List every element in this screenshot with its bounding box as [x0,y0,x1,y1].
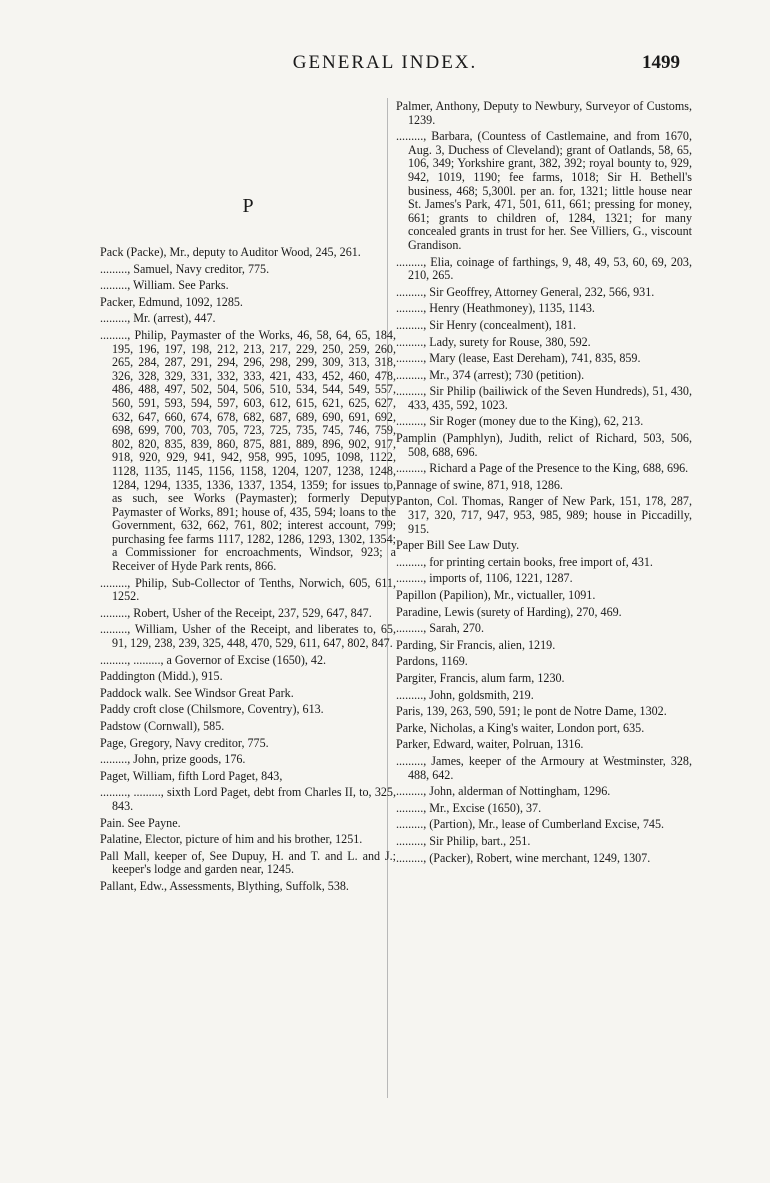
index-entry: ........., Sarah, 270. [396,621,485,636]
index-entry: Palatine, Elector, picture of him and his brother, 1251. [100,832,363,847]
index-entry: Page, Gregory, Navy creditor, 775. [100,735,269,750]
page-number: 1499 [642,52,680,73]
index-entry: ........., William, Usher of the Receipt, and liberates to, 65, 91, 129, 238, 239, 325, 448, 470, 529, 611, 647, 802, 847. [100,622,396,651]
index-entry: ........., Philip, Paymaster of the Works, 46, 58, 64, 65, 184, 195, 196, 197, 198, 212, 213, 217, 229, 250, 259, 260, 265, 284, 287, 291, 294, 296, 298, 299, 309, 313, 318, 326, 328, 329, 331, 332, 333, 421, 433, 452, 460, 478, 486, 488, 497, 502, 504, 506, 510, 534, 544, 549, 557, 560, 591, 593, 594, 597, 603, 612, 615, 621, 625, 627, 632, 647, 660, 674, 678, 682, 687, 689, 690, 691, 692, 698, 699, 700, 703, 705, 723, 725, 735, 745, 746, 759, 802, 820, 835, 839, 860, 875, 881, 889, 896, 902, 917, 918, 920, 929, 941, 942, 958, 995, 1095, 1098, 1122, 1128, 1135, 1145, 1156, 1158, 1204, 1207, 1238, 1248, 1284, 1294, 1335, 1336, 1337, 1354, 1359; for issues to, as such, see Works (Paymaster); formerly Deputy Paymaster of Works, 891; house of, 435, 594; loans to the Government, 632, 662, 761, 802; interest account, 799; purchasing fee farms 1117, 1282, 1286, 1293, 1302, 1354; a Commissioner for encroachments, Windsor, 923; a Receiver of Hyde Park rents, 866. [100,327,396,574]
index-entry: ........., imports of, 1106, 1221, 1287. [396,571,573,586]
index-entry: Palmer, Anthony, Deputy to Newbury, Surveyor of Customs, 1239. [396,99,692,127]
index-entry: ........., Samuel, Navy creditor, 775. [100,261,270,276]
index-entry: ........., John, prize goods, 176. [100,752,246,767]
index-entry: ........., Henry (Heathmoney), 1135, 1143. [396,301,595,316]
index-entry: Pargiter, Francis, alum farm, 1230. [396,670,565,685]
index-entry: ........., Robert, Usher of the Receipt, 237, 529, 647, 847. [100,605,372,620]
index-entry: ........., Mr., 374 (arrest); 730 (petition). [396,367,585,382]
right-column [396,100,692,868]
index-entry: ........., ........., sixth Lord Paget, debt from Charles II, to, 325, 843. [100,785,396,813]
index-entry: Paget, William, fifth Lord Paget, 843, [100,768,283,783]
index-entry: ........., Elia, coinage of farthings, 9, 48, 49, 53, 60, 69, 203, 210, 265. [396,254,692,283]
index-entry: ........., Philip, Sub-Collector of Tenths, Norwich, 605, 611, 1252. [100,575,396,604]
index-entry: ........., Barbara, (Countess of Castlemaine, and from 1670, Aug. 3, Duchess of Cleveland); grant of Oatlands, 58, 65, 106, 349; Yorkshire grant, 382, 392; royal bounty to, 929, 942, 1019, 1190; fee farms, 1018; Sir H. Bethell's business, 468; 5,300l. per an. for, 1321; little house near St. James's Park, 471, 501, 611, 661; pressing for money, 661; grants to children of, 1284, 1321; for many concealed grants in trust for her. See Villiers, G., viscount Grandison. [396,129,692,252]
index-entry: Parding, Sir Francis, alien, 1219. [396,637,556,652]
index-entry: ........., John, alderman of Nottingham, 1296. [396,784,611,799]
index-entry: Pardons, 1169. [396,654,468,669]
right-entries [396,100,692,865]
index-entry: ........., (Partion), Mr., lease of Cumberland Excise, 745. [396,817,665,832]
index-entry: Pallant, Edw., Assessments, Blything, Suffolk, 538. [100,878,349,893]
index-entry: Panton, Col. Thomas, Ranger of New Park, 151, 178, 287, 317, 320, 717, 947, 953, 985, 989; house in Piccadilly, 915. [396,494,692,536]
index-entry: Pain. See Payne. [100,815,181,830]
index-entry: ........., James, keeper of the Armoury at Westminster, 328, 488, 642. [396,753,692,782]
index-entry: ........., Richard a Page of the Presence to the King, 688, 696. [396,461,689,476]
index-entry: ........., Mr., Excise (1650), 37. [396,800,542,815]
index-entry: ........., (Packer), Robert, wine merchant, 1249, 1307. [396,850,651,865]
index-entry: ........., Sir Philip (bailiwick of the Seven Hundreds), 51, 430, 433, 435, 592, 1023. [396,384,692,412]
index-entry: Pack (Packe), Mr., deputy to Auditor Wood, 245, 261. [100,245,361,259]
index-entry: ........., Mary (lease, East Dereham), 741, 835, 859. [396,351,641,366]
index-entry: Pamplin (Pamphlyn), Judith, relict of Richard, 503, 506, 508, 688, 696. [396,431,692,459]
index-entry: Pall Mall, keeper of, See Dupuy, H. and T. and L. and J.; keeper's lodge and garden near, 1245. [100,848,396,877]
index-entry: Paper Bill See Law Duty. [396,538,520,553]
index-entry: Parker, Edward, waiter, Polruan, 1316. [396,737,584,752]
index-entry: ........., Sir Philip, bart., 251. [396,833,531,848]
index-entry: Paddington (Midd.), 915. [100,669,223,684]
index-entry: Pannage of swine, 871, 918, 1286. [396,477,563,492]
index-entry: Paddy croft close (Chilsmore, Coventry), 613. [100,702,324,717]
left-entries [100,246,396,894]
index-entry: Parke, Nicholas, a King's waiter, London port, 635. [396,720,645,735]
index-entry: ........., Sir Roger (money due to the King), 62, 213. [396,414,644,429]
index-entry: ........., John, goldsmith, 219. [396,687,534,702]
index-entry: ........., Mr. (arrest), 447. [100,311,216,326]
index-entry: Packer, Edmund, 1092, 1285. [100,294,243,309]
index-entry: Padstow (Cornwall), 585. [100,719,225,733]
index-entry: Papillon (Papilion), Mr., victualler, 1091. [396,588,596,602]
index-entry: Paddock walk. See Windsor Great Park. [100,685,294,700]
section-letter: P [242,195,254,217]
index-entry: ........., Lady, surety for Rouse, 380, 592. [396,334,591,349]
page-header [0,50,770,76]
index-entry: ........., ........., a Governor of Excise (1650), 42. [100,652,327,667]
index-entry: Paradine, Lewis (surety of Harding), 270, 469. [396,604,622,619]
running-title: GENERAL INDEX. [292,52,478,73]
left-column [100,100,396,897]
index-entry: ........., Sir Henry (concealment), 181. [396,317,577,332]
index-entry: ........., for printing certain books, free import of, 431. [396,554,653,569]
index-entry: Paris, 139, 263, 590, 591; le pont de Notre Dame, 1302. [396,704,667,719]
index-entry: ........., William. See Parks. [100,278,229,293]
index-entry: ........., Sir Geoffrey, Attorney General, 232, 566, 931. [396,284,655,299]
